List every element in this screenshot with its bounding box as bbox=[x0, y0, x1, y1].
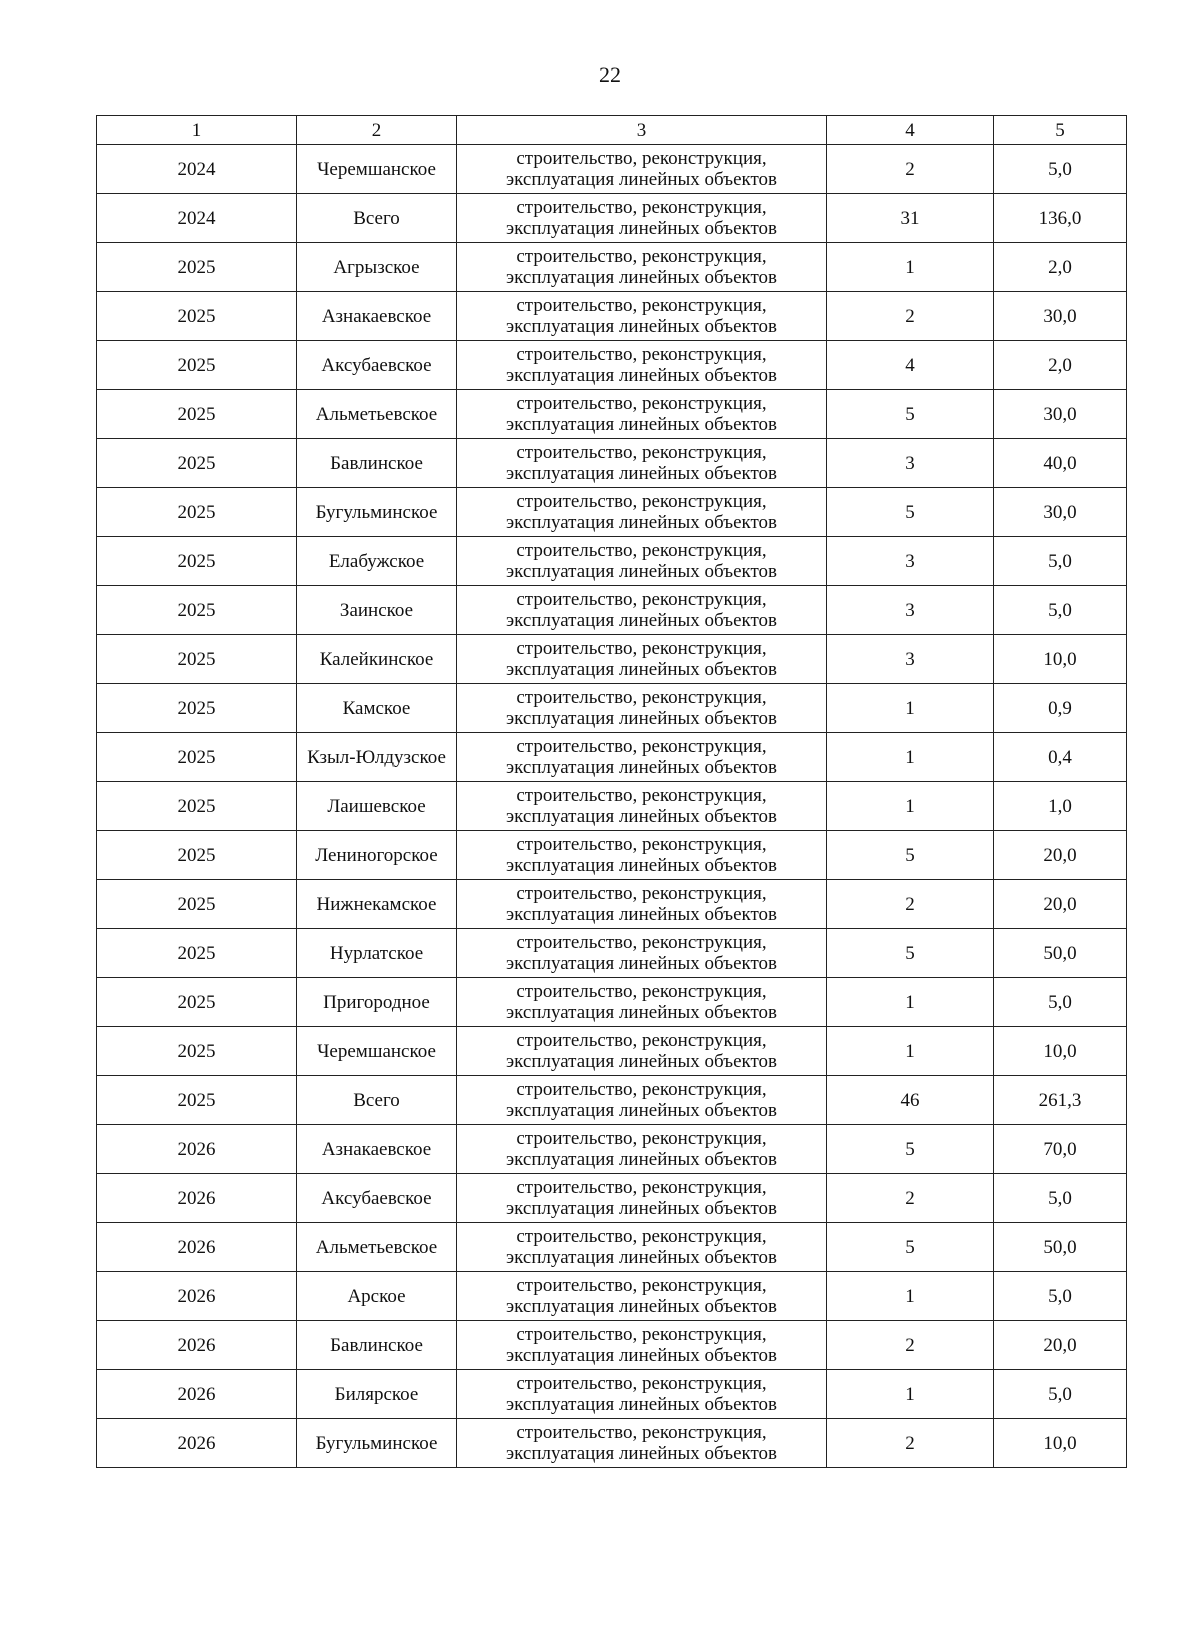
activity-line: строительство, реконструкция, bbox=[516, 932, 767, 953]
count-cell: 5 bbox=[827, 1125, 994, 1174]
activity-cell bbox=[457, 341, 827, 390]
table-row bbox=[97, 488, 1127, 537]
activity-cell bbox=[457, 292, 827, 341]
activity-cell bbox=[457, 684, 827, 733]
activity-line: эксплуатация линейных объектов bbox=[505, 1051, 778, 1072]
activity-line: строительство, реконструкция, bbox=[516, 197, 767, 218]
table-row bbox=[97, 1027, 1127, 1076]
activity-line: эксплуатация линейных объектов bbox=[505, 1198, 778, 1219]
activity-line: эксплуатация линейных объектов bbox=[505, 414, 778, 435]
area-cell: 30,0 bbox=[994, 390, 1127, 439]
year-cell: 2026 bbox=[97, 1321, 297, 1370]
table-row bbox=[97, 978, 1127, 1027]
activity-line: эксплуатация линейных объектов bbox=[505, 953, 778, 974]
activity-line: строительство, реконструкция, bbox=[516, 442, 767, 463]
activity-line: эксплуатация линейных объектов bbox=[505, 1443, 778, 1464]
count-cell: 3 bbox=[827, 586, 994, 635]
year-cell: 2025 bbox=[97, 635, 297, 684]
table-row bbox=[97, 733, 1127, 782]
count-cell: 1 bbox=[827, 243, 994, 292]
count-cell: 3 bbox=[827, 635, 994, 684]
table-row bbox=[97, 292, 1127, 341]
table-row bbox=[97, 1370, 1127, 1419]
table-row bbox=[97, 880, 1127, 929]
table-row bbox=[97, 1223, 1127, 1272]
table-row bbox=[97, 1419, 1127, 1468]
count-cell: 2 bbox=[827, 292, 994, 341]
area-cell: 10,0 bbox=[994, 635, 1127, 684]
year-cell: 2025 bbox=[97, 782, 297, 831]
area-cell: 2,0 bbox=[994, 243, 1127, 292]
table-row bbox=[97, 586, 1127, 635]
activity-line: строительство, реконструкция, bbox=[516, 344, 767, 365]
district-cell: Альметьевское bbox=[297, 1223, 457, 1272]
activity-line: строительство, реконструкция, bbox=[516, 1226, 767, 1247]
activity-line: строительство, реконструкция, bbox=[516, 1177, 767, 1198]
activity-line: эксплуатация линейных объектов bbox=[505, 1394, 778, 1415]
activity-cell bbox=[457, 243, 827, 292]
count-cell: 2 bbox=[827, 145, 994, 194]
count-cell: 2 bbox=[827, 1321, 994, 1370]
page-number: 22 bbox=[599, 62, 621, 87]
area-cell: 261,3 bbox=[994, 1076, 1127, 1125]
district-cell: Аксубаевское bbox=[297, 1174, 457, 1223]
area-cell: 5,0 bbox=[994, 1370, 1127, 1419]
area-cell: 20,0 bbox=[994, 880, 1127, 929]
district-cell: Калейкинское bbox=[297, 635, 457, 684]
activity-cell bbox=[457, 1223, 827, 1272]
year-cell: 2026 bbox=[97, 1223, 297, 1272]
district-cell: Агрызское bbox=[297, 243, 457, 292]
table-row bbox=[97, 194, 1127, 243]
count-cell: 3 bbox=[827, 537, 994, 586]
data-table bbox=[96, 115, 1127, 1468]
activity-line: эксплуатация линейных объектов bbox=[505, 1149, 778, 1170]
activity-line: эксплуатация линейных объектов bbox=[505, 1296, 778, 1317]
district-cell: Черемшанское bbox=[297, 1027, 457, 1076]
year-cell: 2025 bbox=[97, 537, 297, 586]
year-cell: 2024 bbox=[97, 194, 297, 243]
activity-cell bbox=[457, 1076, 827, 1125]
activity-line: строительство, реконструкция, bbox=[516, 1030, 767, 1051]
count-cell: 5 bbox=[827, 1223, 994, 1272]
activity-line: строительство, реконструкция, bbox=[516, 785, 767, 806]
district-cell: Нурлатское bbox=[297, 929, 457, 978]
count-cell: 5 bbox=[827, 390, 994, 439]
year-cell: 2025 bbox=[97, 1076, 297, 1125]
activity-cell bbox=[457, 831, 827, 880]
area-cell: 0,9 bbox=[994, 684, 1127, 733]
activity-line: строительство, реконструкция, bbox=[516, 393, 767, 414]
district-cell: Лениногорское bbox=[297, 831, 457, 880]
table-row bbox=[97, 145, 1127, 194]
year-cell: 2025 bbox=[97, 1027, 297, 1076]
activity-line: строительство, реконструкция, bbox=[516, 1422, 767, 1443]
year-cell: 2026 bbox=[97, 1370, 297, 1419]
year-cell: 2025 bbox=[97, 243, 297, 292]
activity-line: эксплуатация линейных объектов bbox=[505, 169, 778, 190]
district-cell: Нижнекамское bbox=[297, 880, 457, 929]
activity-cell bbox=[457, 733, 827, 782]
count-cell: 31 bbox=[827, 194, 994, 243]
activity-cell bbox=[457, 1174, 827, 1223]
district-cell: Бавлинское bbox=[297, 439, 457, 488]
activity-line: эксплуатация линейных объектов bbox=[505, 659, 778, 680]
header-cell-2: 2 bbox=[297, 116, 457, 145]
activity-line: эксплуатация линейных объектов bbox=[505, 806, 778, 827]
table-row bbox=[97, 684, 1127, 733]
table-row bbox=[97, 635, 1127, 684]
activity-line: строительство, реконструкция, bbox=[516, 1128, 767, 1149]
header-cell-4: 4 bbox=[827, 116, 994, 145]
area-cell: 5,0 bbox=[994, 537, 1127, 586]
district-cell: Лаишевское bbox=[297, 782, 457, 831]
area-cell: 2,0 bbox=[994, 341, 1127, 390]
activity-line: строительство, реконструкция, bbox=[516, 491, 767, 512]
activity-cell bbox=[457, 880, 827, 929]
activity-line: строительство, реконструкция, bbox=[516, 687, 767, 708]
year-cell: 2025 bbox=[97, 929, 297, 978]
year-cell: 2025 bbox=[97, 586, 297, 635]
table-row bbox=[97, 243, 1127, 292]
table-row bbox=[97, 831, 1127, 880]
table-row bbox=[97, 929, 1127, 978]
area-cell: 40,0 bbox=[994, 439, 1127, 488]
activity-line: эксплуатация линейных объектов bbox=[505, 855, 778, 876]
area-cell: 10,0 bbox=[994, 1027, 1127, 1076]
count-cell: 1 bbox=[827, 1272, 994, 1321]
activity-line: эксплуатация линейных объектов bbox=[505, 708, 778, 729]
activity-line: эксплуатация линейных объектов bbox=[505, 1100, 778, 1121]
activity-line: эксплуатация линейных объектов bbox=[505, 316, 778, 337]
activity-line: эксплуатация линейных объектов bbox=[505, 267, 778, 288]
activity-line: строительство, реконструкция, bbox=[516, 589, 767, 610]
activity-cell bbox=[457, 586, 827, 635]
activity-line: строительство, реконструкция, bbox=[516, 1275, 767, 1296]
activity-cell bbox=[457, 145, 827, 194]
count-cell: 1 bbox=[827, 1370, 994, 1419]
district-cell: Альметьевское bbox=[297, 390, 457, 439]
year-cell: 2026 bbox=[97, 1419, 297, 1468]
activity-cell bbox=[457, 929, 827, 978]
activity-line: эксплуатация линейных объектов bbox=[505, 904, 778, 925]
activity-line: строительство, реконструкция, bbox=[516, 834, 767, 855]
activity-cell bbox=[457, 782, 827, 831]
area-cell: 0,4 bbox=[994, 733, 1127, 782]
district-cell: Арское bbox=[297, 1272, 457, 1321]
district-cell: Елабужское bbox=[297, 537, 457, 586]
area-cell: 30,0 bbox=[994, 292, 1127, 341]
year-cell: 2025 bbox=[97, 292, 297, 341]
district-cell: Кзыл-Юлдузское bbox=[297, 733, 457, 782]
activity-line: строительство, реконструкция, bbox=[516, 1373, 767, 1394]
activity-line: строительство, реконструкция, bbox=[516, 246, 767, 267]
year-cell: 2025 bbox=[97, 439, 297, 488]
count-cell: 4 bbox=[827, 341, 994, 390]
activity-line: эксплуатация линейных объектов bbox=[505, 463, 778, 484]
area-cell: 5,0 bbox=[994, 978, 1127, 1027]
area-cell: 136,0 bbox=[994, 194, 1127, 243]
count-cell: 1 bbox=[827, 684, 994, 733]
district-cell: Аксубаевское bbox=[297, 341, 457, 390]
activity-cell bbox=[457, 1125, 827, 1174]
activity-cell bbox=[457, 1321, 827, 1370]
activity-line: эксплуатация линейных объектов bbox=[505, 365, 778, 386]
count-cell: 46 bbox=[827, 1076, 994, 1125]
year-cell: 2025 bbox=[97, 831, 297, 880]
district-cell: Азнакаевское bbox=[297, 292, 457, 341]
header-cell-3: 3 bbox=[457, 116, 827, 145]
count-cell: 1 bbox=[827, 1027, 994, 1076]
area-cell: 70,0 bbox=[994, 1125, 1127, 1174]
district-cell: Всего bbox=[297, 1076, 457, 1125]
area-cell: 30,0 bbox=[994, 488, 1127, 537]
district-cell: Черемшанское bbox=[297, 145, 457, 194]
table-header bbox=[97, 116, 1127, 145]
district-cell: Всего bbox=[297, 194, 457, 243]
area-cell: 5,0 bbox=[994, 1174, 1127, 1223]
activity-cell bbox=[457, 978, 827, 1027]
count-cell: 2 bbox=[827, 880, 994, 929]
year-cell: 2026 bbox=[97, 1125, 297, 1174]
year-cell: 2025 bbox=[97, 733, 297, 782]
activity-line: строительство, реконструкция, bbox=[516, 540, 767, 561]
table-row bbox=[97, 341, 1127, 390]
year-cell: 2025 bbox=[97, 684, 297, 733]
activity-line: строительство, реконструкция, bbox=[516, 148, 767, 169]
year-cell: 2026 bbox=[97, 1174, 297, 1223]
activity-line: эксплуатация линейных объектов bbox=[505, 218, 778, 239]
activity-line: строительство, реконструкция, bbox=[516, 1079, 767, 1100]
area-cell: 5,0 bbox=[994, 1272, 1127, 1321]
count-cell: 5 bbox=[827, 929, 994, 978]
year-cell: 2025 bbox=[97, 341, 297, 390]
activity-line: эксплуатация линейных объектов bbox=[505, 1002, 778, 1023]
district-cell: Бугульминское bbox=[297, 1419, 457, 1468]
table-row bbox=[97, 390, 1127, 439]
table-row bbox=[97, 782, 1127, 831]
activity-cell bbox=[457, 488, 827, 537]
district-cell: Бугульминское bbox=[297, 488, 457, 537]
count-cell: 2 bbox=[827, 1419, 994, 1468]
activity-cell bbox=[457, 635, 827, 684]
header-cell-1: 1 bbox=[97, 116, 297, 145]
table-row bbox=[97, 1174, 1127, 1223]
count-cell: 1 bbox=[827, 733, 994, 782]
count-cell: 1 bbox=[827, 978, 994, 1027]
area-cell: 50,0 bbox=[994, 929, 1127, 978]
year-cell: 2024 bbox=[97, 145, 297, 194]
activity-line: строительство, реконструкция, bbox=[516, 736, 767, 757]
year-cell: 2025 bbox=[97, 978, 297, 1027]
activity-line: строительство, реконструкция, bbox=[516, 981, 767, 1002]
table-row bbox=[97, 1321, 1127, 1370]
activity-line: эксплуатация линейных объектов bbox=[505, 610, 778, 631]
count-cell: 2 bbox=[827, 1174, 994, 1223]
table-row bbox=[97, 537, 1127, 586]
activity-cell bbox=[457, 1272, 827, 1321]
activity-cell bbox=[457, 537, 827, 586]
district-cell: Камское bbox=[297, 684, 457, 733]
activity-cell bbox=[457, 1027, 827, 1076]
table-body bbox=[97, 145, 1127, 1468]
activity-cell bbox=[457, 1370, 827, 1419]
year-cell: 2025 bbox=[97, 390, 297, 439]
activity-cell bbox=[457, 194, 827, 243]
activity-line: строительство, реконструкция, bbox=[516, 883, 767, 904]
header-cell-5: 5 bbox=[994, 116, 1127, 145]
district-cell: Заинское bbox=[297, 586, 457, 635]
district-cell: Пригородное bbox=[297, 978, 457, 1027]
area-cell: 5,0 bbox=[994, 145, 1127, 194]
activity-line: эксплуатация линейных объектов bbox=[505, 757, 778, 778]
table-row bbox=[97, 439, 1127, 488]
activity-line: строительство, реконструкция, bbox=[516, 638, 767, 659]
district-cell: Азнакаевское bbox=[297, 1125, 457, 1174]
activity-cell bbox=[457, 1419, 827, 1468]
activity-line: эксплуатация линейных объектов bbox=[505, 512, 778, 533]
activity-line: эксплуатация линейных объектов bbox=[505, 1345, 778, 1366]
area-cell: 20,0 bbox=[994, 831, 1127, 880]
activity-line: строительство, реконструкция, bbox=[516, 1324, 767, 1345]
count-cell: 5 bbox=[827, 831, 994, 880]
area-cell: 5,0 bbox=[994, 586, 1127, 635]
district-cell: Бавлинское bbox=[297, 1321, 457, 1370]
area-cell: 20,0 bbox=[994, 1321, 1127, 1370]
count-cell: 3 bbox=[827, 439, 994, 488]
year-cell: 2025 bbox=[97, 488, 297, 537]
area-cell: 10,0 bbox=[994, 1419, 1127, 1468]
district-cell: Билярское bbox=[297, 1370, 457, 1419]
area-cell: 50,0 bbox=[994, 1223, 1127, 1272]
activity-cell bbox=[457, 390, 827, 439]
table-row bbox=[97, 1272, 1127, 1321]
table-row bbox=[97, 1125, 1127, 1174]
activity-line: строительство, реконструкция, bbox=[516, 295, 767, 316]
year-cell: 2025 bbox=[97, 880, 297, 929]
header-row bbox=[97, 116, 1127, 145]
year-cell: 2026 bbox=[97, 1272, 297, 1321]
activity-line: эксплуатация линейных объектов bbox=[505, 1247, 778, 1268]
table-row bbox=[97, 1076, 1127, 1125]
activity-line: эксплуатация линейных объектов bbox=[505, 561, 778, 582]
count-cell: 5 bbox=[827, 488, 994, 537]
count-cell: 1 bbox=[827, 782, 994, 831]
area-cell: 1,0 bbox=[994, 782, 1127, 831]
activity-cell bbox=[457, 439, 827, 488]
